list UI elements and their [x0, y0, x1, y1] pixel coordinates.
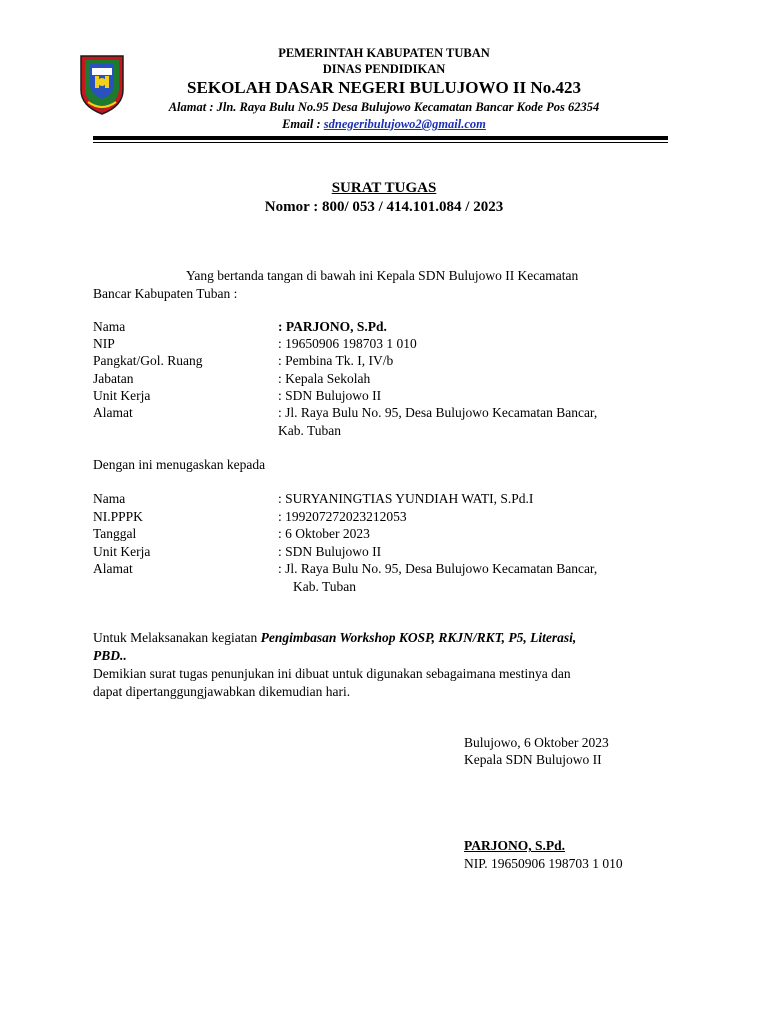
signer-unit-value: : SDN Bulujowo II — [278, 388, 382, 403]
activity-name: Pengimbasan Workshop KOSP, RKJN/RKT, P5, Literasi, — [260, 630, 577, 645]
header-rule-thick — [93, 136, 668, 140]
dept-name: DINAS PENDIDIKAN — [322, 62, 446, 76]
assignee-id-label: NI.PPPK — [93, 509, 143, 524]
assignee-id-value: : 199207272023212053 — [278, 509, 407, 524]
school-email-line — [0, 117, 768, 132]
signer-position-value: : Kepala Sekolah — [278, 371, 371, 386]
school-address: Alamat : Jln. Raya Bulu No.95 Desa Bulujowo Kecamatan Bancar Kode Pos 62354 — [168, 100, 600, 114]
signer-name-label: Nama — [93, 319, 126, 334]
assignee-address-label: Alamat — [93, 561, 133, 576]
assignee-name-label: Nama — [93, 491, 126, 506]
assignee-address-value: : Jl. Raya Bulu No. 95, Desa Bulujowo Kecamatan Bancar, — [278, 561, 598, 576]
signer-nip-value: : 19650906 198703 1 010 — [278, 336, 417, 351]
assignee-date-value: : 6 Oktober 2023 — [278, 526, 370, 541]
letter-number: Nomor : 800/ 053 / 414.101.084 / 2023 — [264, 199, 504, 215]
signer-name-value: : PARJONO, S.Pd. — [278, 319, 387, 334]
assignee-name-value: : SURYANINGTIAS YUNDIAH WATI, S.Pd.I — [278, 491, 534, 506]
letter-title: SURAT TUGAS — [331, 180, 437, 196]
assignee-address-continued: Kab. Tuban — [293, 579, 357, 594]
signer-address-label: Alamat — [93, 405, 133, 420]
signer-nip-label: NIP — [93, 336, 115, 351]
school-name: SEKOLAH DASAR NEGERI BULUJOWO II No.423 — [187, 78, 581, 97]
closing-line-1: Demikian surat tugas penunjukan ini dibuat untuk digunakan sebagaimana mestinya dan — [93, 666, 571, 681]
intro-line-1: Yang bertanda tangan di bawah ini Kepala SDN Bulujowo II Kecamatan — [186, 268, 579, 283]
assignee-date-label: Tanggal — [93, 526, 137, 541]
purpose-prefix: Untuk Melaksanakan kegiatan — [93, 630, 261, 645]
intro-line-2: Bancar Kabupaten Tuban : — [93, 286, 238, 301]
signer-address-continued: Kab. Tuban — [278, 423, 342, 438]
signer-rank-label: Pangkat/Gol. Ruang — [93, 353, 203, 368]
assignee-unit-label: Unit Kerja — [93, 544, 151, 559]
signer-unit-label: Unit Kerja — [93, 388, 151, 403]
email-link[interactable]: sdnegeribulujowo2@gmail.com — [323, 117, 486, 131]
signature-place-date: Bulujowo, 6 Oktober 2023 — [464, 735, 609, 750]
assignee-unit-value: : SDN Bulujowo II — [278, 544, 382, 559]
header-rule-thin — [93, 142, 668, 143]
email-label: Email : — [282, 117, 324, 131]
signer-position-label: Jabatan — [93, 371, 134, 386]
purpose-line-2: PBD.. — [93, 648, 127, 663]
signer-rank-value: : Pembina Tk. I, IV/b — [278, 353, 394, 368]
signer-address-value: : Jl. Raya Bulu No. 95, Desa Bulujowo Kecamatan Bancar, — [278, 405, 598, 420]
signature-position: Kepala SDN Bulujowo II — [464, 752, 602, 767]
purpose-line-1 — [93, 630, 576, 646]
assignment-statement: Dengan ini menugaskan kepada — [93, 457, 266, 472]
signature-name: PARJONO, S.Pd. — [464, 838, 566, 853]
gov-name: PEMERINTAH KABUPATEN TUBAN — [278, 46, 490, 60]
closing-line-2: dapat dipertanggungjawabkan dikemudian hari. — [93, 684, 351, 699]
signature-nip: NIP. 19650906 198703 1 010 — [464, 856, 623, 871]
